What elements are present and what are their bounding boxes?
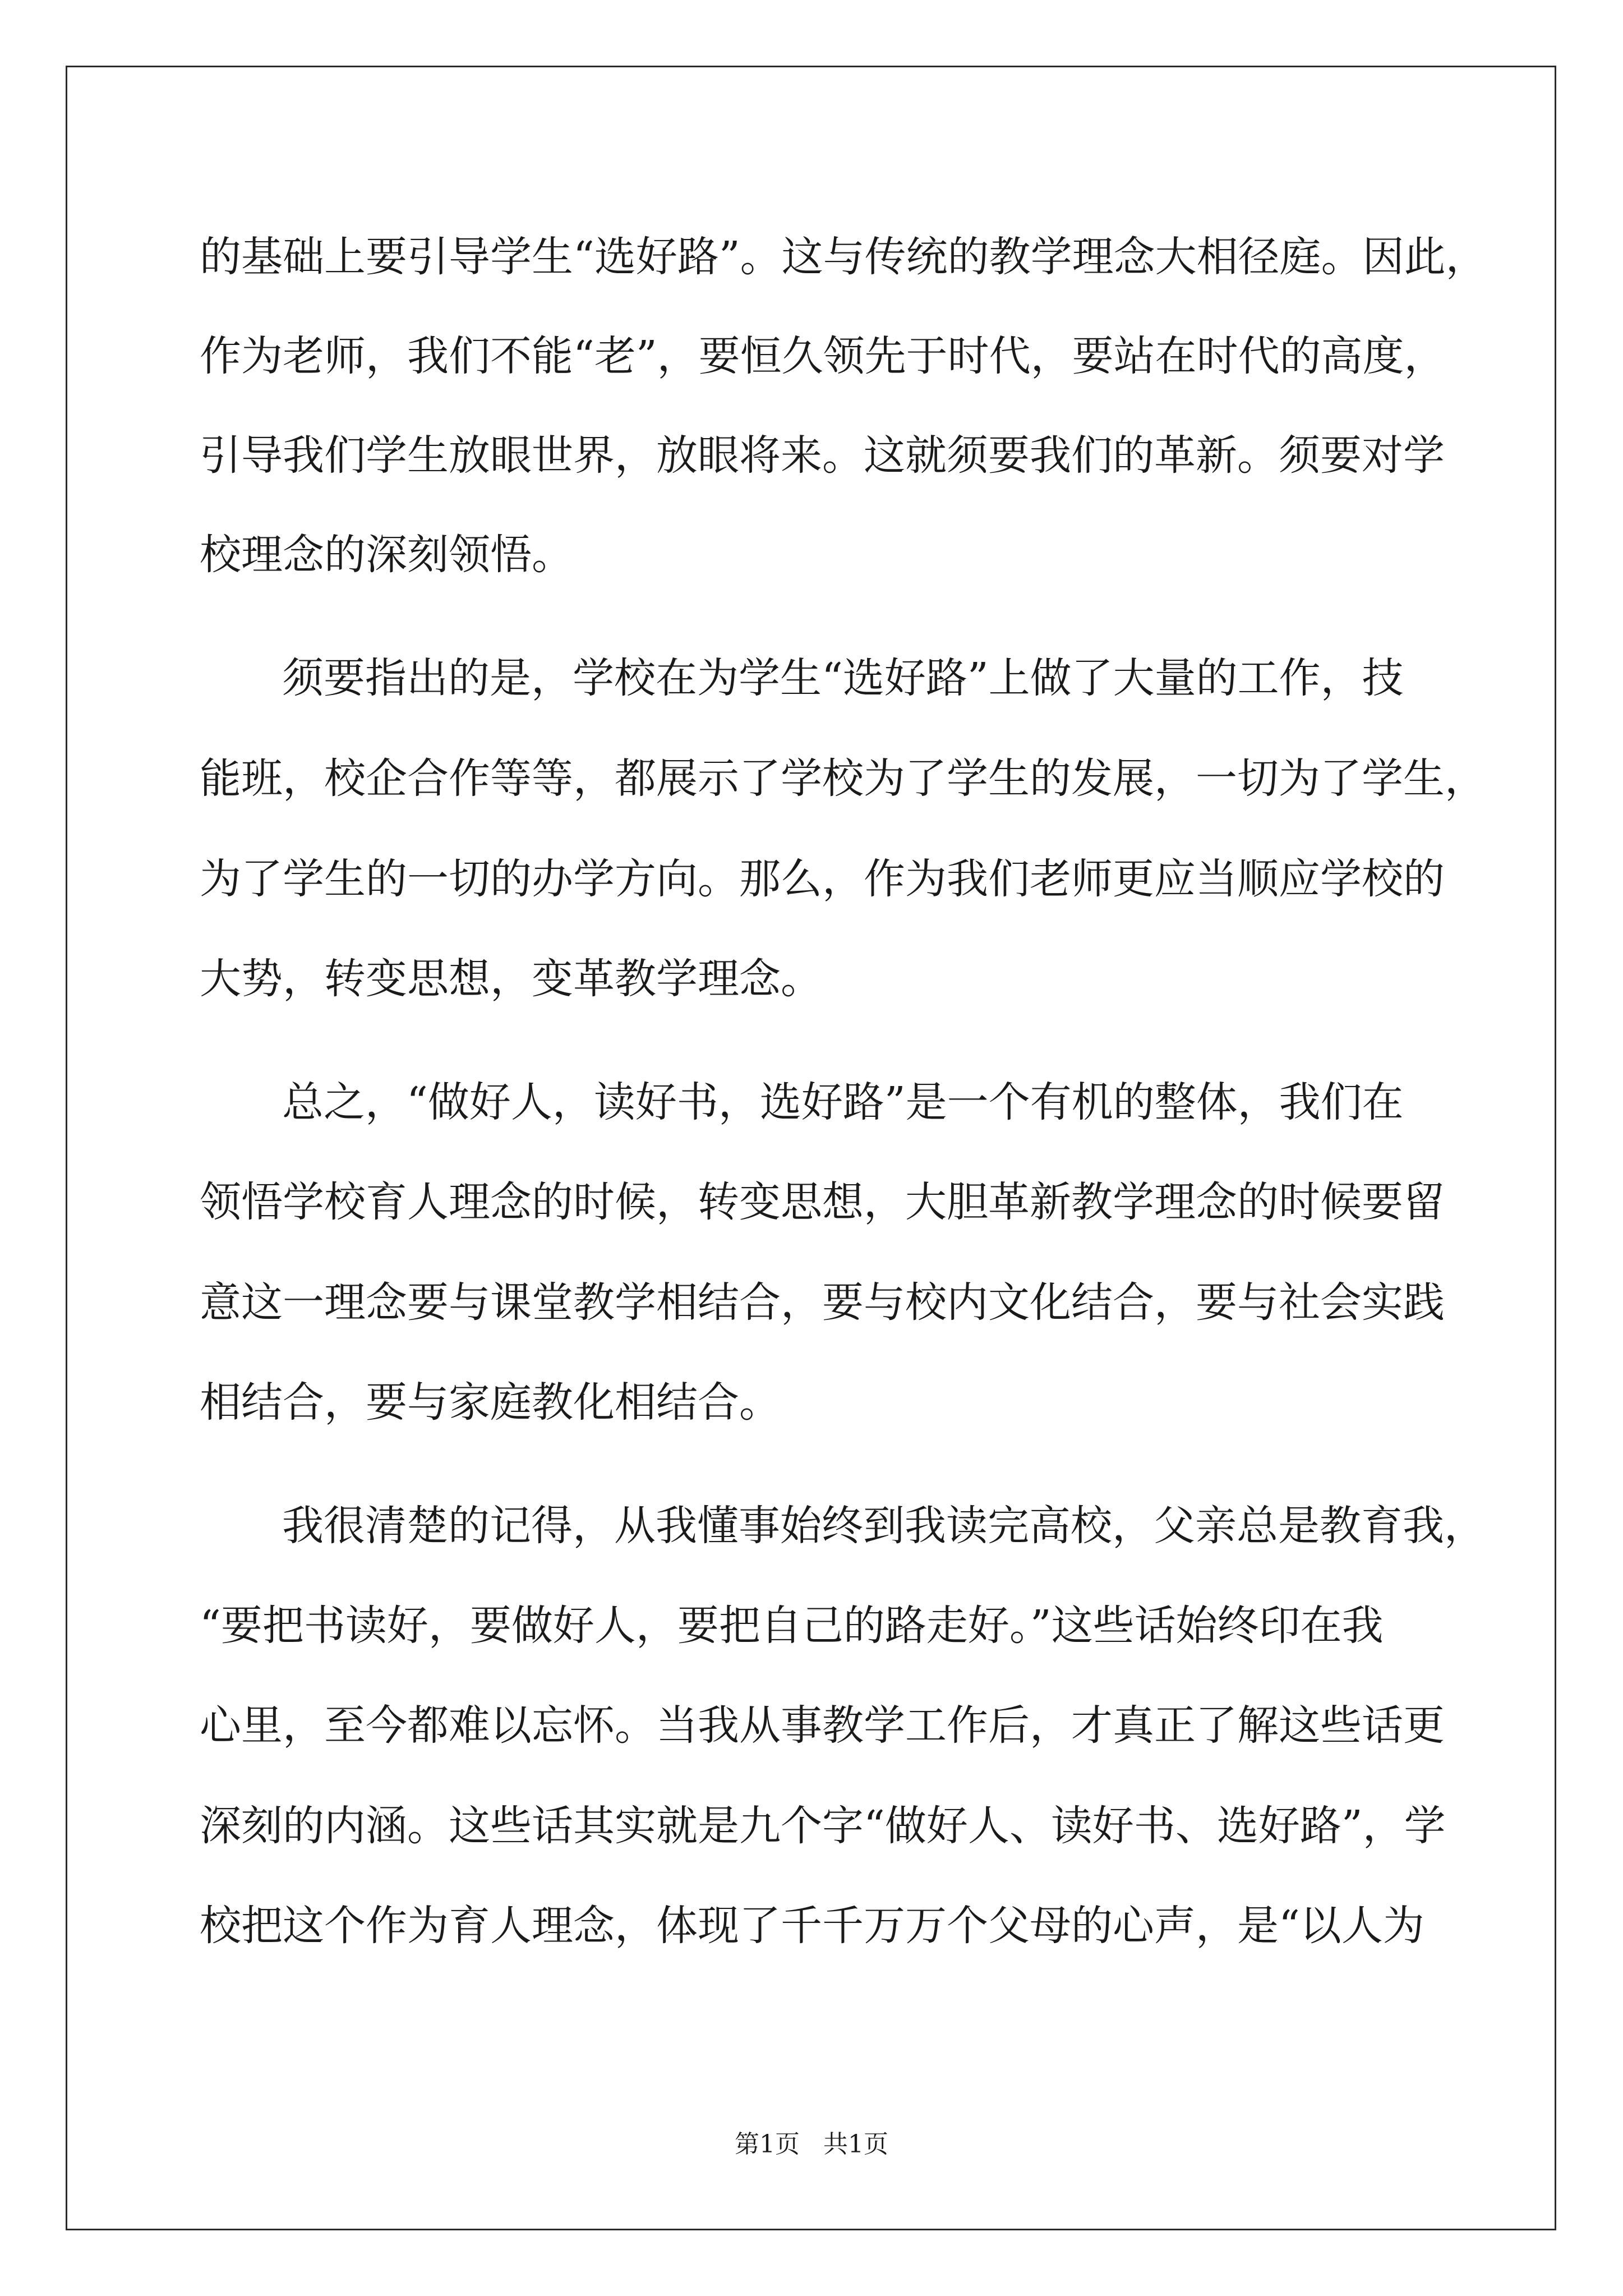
- text-line: 校理念的深刻领悟。: [200, 531, 573, 579]
- paragraph-first-line: 须要指出的是，学校在为学生“选好路”上做了大量的工作，技: [282, 654, 1404, 702]
- paragraph-first-line: 总之，“做好人，读好书，选好路”是一个有机的整体，我们在: [282, 1078, 1404, 1126]
- text-line: 能班，校企合作等等，都展示了学校为了学生的发展，一切为了学生，: [200, 754, 1486, 803]
- paragraph-first-line: 我很清楚的记得，从我懂事始终到我读完高校，父亲总是教育我，: [282, 1502, 1486, 1550]
- page-footer: 第1页 共1页: [735, 2130, 888, 2159]
- text-line: 为了学生的一切的办学方向。那么，作为我们老师更应当顺应学校的: [200, 855, 1445, 903]
- text-line: 相结合，要与家庭教化相结合。: [200, 1378, 781, 1427]
- text-line: 心里，至今都难以忘怀。当我从事教学工作后，才真正了解这些话更: [200, 1701, 1445, 1750]
- text-line: 引导我们学生放眼世界，放眼将来。这就须要我们的革新。须要对学: [200, 431, 1445, 480]
- text-line: 的基础上要引导学生“选好路”。这与传统的教学理念大相径庭。因此，: [200, 233, 1487, 281]
- text-line: 深刻的内涵。这些话其实就是九个字“做好人、读好书、选好路”，学: [200, 1802, 1446, 1850]
- text-line: 领悟学校育人理念的时候，转变思想，大胆革新教学理念的时候要留: [200, 1178, 1445, 1226]
- text-line: “要把书读好，要做好人，要把自己的路走好。”这些话始终印在我: [200, 1602, 1384, 1650]
- text-line: 校把这个作为育人理念，体现了千千万万个父母的心声，是“以人为: [200, 1902, 1424, 1950]
- text-line: 作为老师，我们不能“老”，要恒久领先于时代，要站在时代的高度，: [200, 332, 1446, 380]
- text-line: 大势，转变思想，变革教学理念。: [200, 955, 822, 1003]
- text-line: 意这一理念要与课堂教学相结合，要与校内文化结合，要与社会实践: [200, 1278, 1445, 1327]
